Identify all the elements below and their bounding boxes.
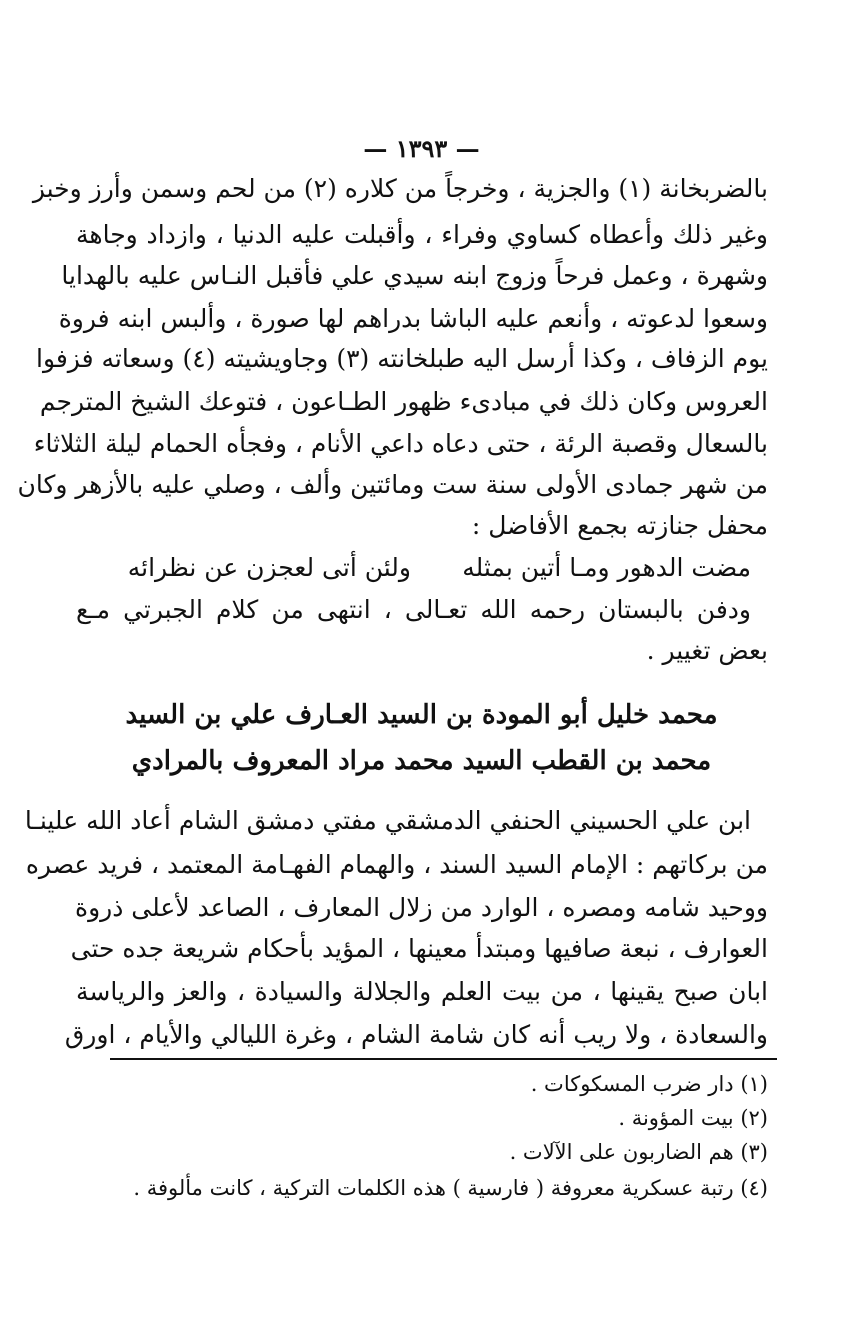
page-number: — ١٣٩٣ — (363, 134, 480, 163)
footnote: (٤) رتبة عسكرية معروفة ( فارسية ) هذه الكلمات التركية ، كانت مألوفة . (133, 1176, 768, 1200)
bio-line: من بركاتهم : الإمام السيد السند ، والهمام الفهـامة المعتمد ، فريد عصره (25, 850, 768, 879)
verse-first-hemistich: مضت الدهور ومـا أتين بمثله (462, 553, 751, 582)
body-line: العروس وكان ذلك في مبادىء ظهور الطـاعون ، فتوعك الشيخ المترجم (39, 387, 768, 416)
body-line: يوم الزفاف ، وكذا أرسل اليه طبلخانته (٣) وجاويشيته (٤) وسعاته فزفوا (36, 344, 768, 373)
body-line: محفل جنازته بجمع الأفاضل : (471, 511, 768, 540)
footnote: (٢) بيت المؤونة . (618, 1106, 768, 1130)
body-line: وغير ذلك وأعطاه كساوي وفراء ، وأقبلت عليه الدنيا ، وازداد وجاهة (76, 220, 768, 249)
footnote-separator (110, 1058, 777, 1060)
bio-line: العوارف ، نبعة صافيها ومبتدأ معينها ، المؤيد بأحكام شريعة جده حتى (70, 934, 768, 963)
bio-line: ابن علي الحسيني الحنفي الدمشقي مفتي دمشق الشام أعاد الله علينـا (24, 806, 751, 835)
body-line: بالضربخانة (١) والجزية ، وخرجاً من كلاره (٢) من لحم وسمن وأرز وخبز (32, 174, 768, 203)
bio-line: ووحيد شامه ومصره ، الوارد من زلال المعارف ، الصاعد لأعلى ذروة (74, 893, 768, 922)
body-line: بعض تغيير . (646, 636, 768, 665)
footnote: (١) دار ضرب المسكوكات . (530, 1072, 768, 1096)
footnote: (٣) هم الضاربون على الآلات . (509, 1140, 768, 1164)
section-heading: محمد خليل أبو المودة بن السيد العـارف علي بن السيد (125, 700, 718, 730)
body-line: وشهرة ، وعمل فرحاً وزوج ابنه سيدي علي فأقبل النـاس عليه بالهدايا (61, 261, 768, 290)
section-heading: محمد بن القطب السيد محمد مراد المعروف بالمرادي (131, 746, 712, 776)
bio-line: ابان صبح يقينها ، من بيت العلم والجلالة والسيادة ، والعز والرياسة (76, 977, 768, 1006)
body-line: وسعوا لدعوته ، وأنعم عليه الباشا بدراهم لها صورة ، وألبس ابنه فروة (58, 304, 768, 333)
bio-line: والسعادة ، ولا ريب أنه كان شامة الشام ، وغرة الليالي والأيام ، اورق (64, 1020, 768, 1049)
verse-second-hemistich: ولئن أتى لعجزن عن نظرائه (127, 553, 411, 582)
body-line: من شهر جمادى الأولى سنة ست ومائتين وألف ، وصلي عليه بالأزهر وكان (17, 470, 768, 499)
body-line: ودفن بالبستان رحمه الله تعـالى ، انتهى من كلام الجبرتي مـع (76, 595, 751, 624)
body-line: بالسعال وقصبة الرئة ، حتى دعاه داعي الأنام ، وفجأه الحمام ليلة الثلاثاء (33, 429, 768, 458)
